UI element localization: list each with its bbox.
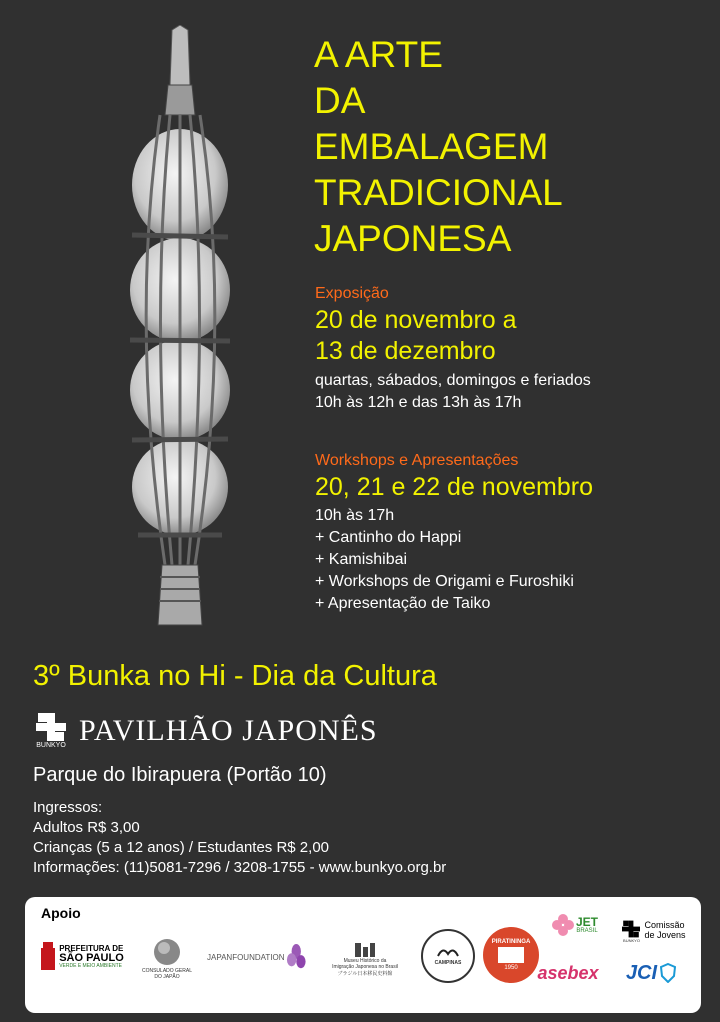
museu-line: ブラジル日本移民史料館 — [337, 970, 393, 977]
comissao-line: Comissão — [644, 920, 685, 931]
campinas-label: CAMPINAS — [434, 960, 462, 966]
exposicao-days: quartas, sábados, domingos e feriados — [315, 372, 591, 389]
title-line: EMBALAGEM — [314, 126, 549, 167]
tickets-adults: Adultos R$ 3,00 — [33, 819, 140, 836]
workshops-item: + Workshops de Origami e Furoshiki — [315, 573, 574, 590]
piratininga-emblem-icon — [498, 947, 524, 963]
japan-foundation-flower-icon — [286, 942, 307, 972]
jci-shield-icon — [660, 963, 676, 983]
workshops-label: Workshops e Apresentações — [315, 452, 519, 469]
instituto-campinas-logo — [421, 929, 475, 983]
japan-foundation-logo — [207, 937, 307, 977]
comissao-brand: BUNKYO — [623, 937, 640, 943]
exposicao-label: Exposição — [315, 285, 389, 302]
tickets-heading: Ingressos: — [33, 799, 103, 816]
exposicao-date-end: 13 de dezembro — [315, 337, 496, 365]
bunkyo-label: BUNKYO — [36, 742, 66, 749]
sao-paulo-crest-icon — [40, 942, 56, 972]
sakura-icon — [552, 914, 574, 936]
exposicao-section — [315, 285, 715, 414]
jetaa-logo — [539, 905, 611, 945]
title-line: A ARTE — [314, 34, 443, 75]
jetaa-country: BRASIL — [576, 928, 598, 934]
jci-logo — [615, 957, 687, 989]
tickets-section — [33, 798, 446, 878]
japan-foundation-label: JAPANFOUNDATION — [207, 952, 285, 962]
venue-logo — [33, 708, 378, 754]
piratininga-year: 1950 — [504, 965, 518, 971]
prefeitura-logo — [33, 937, 131, 977]
title-line: DA — [314, 80, 366, 121]
consulado-line: CONSULADO GERAL — [141, 968, 192, 974]
workshops-item: + Cantinho do Happi — [315, 529, 462, 546]
jetaa-label: JET — [575, 915, 598, 929]
museu-logo — [315, 933, 415, 985]
prefeitura-line: PREFEITURA DE — [59, 944, 124, 953]
campinas-bird-icon — [437, 946, 459, 960]
support-label: Apoio — [41, 905, 81, 921]
exposicao-date-start: 20 de novembro a — [315, 306, 517, 334]
jci-label: JCI — [625, 961, 658, 984]
museu-emblem-icon — [354, 942, 376, 958]
consulado-globe-icon — [153, 938, 181, 966]
title-line: TRADICIONAL — [314, 172, 563, 213]
workshops-section — [315, 452, 715, 615]
workshops-item: + Kamishibai — [315, 551, 408, 568]
workshops-item: 10h às 17h — [315, 507, 395, 524]
egg-wrapping-illustration — [120, 25, 240, 635]
bunkyo-logo — [33, 713, 69, 749]
prefeitura-line: SÃO PAULO — [59, 952, 124, 964]
asebex-label: asebex — [537, 962, 599, 983]
workshops-dates: 20, 21 e 22 de novembro — [315, 473, 593, 501]
tickets-info: Informações: (11)5081-7296 / 3208-1755 - www.bunkyo.org.br — [33, 859, 447, 876]
prefeitura-line: VERDE E MEIO AMBIENTE — [59, 963, 122, 969]
event-name: 3º Bunka no Hi - Dia da Cultura — [33, 660, 437, 692]
pavilhao-japones-label: PAVILHÃO JAPONÊS — [79, 714, 378, 747]
title-line: JAPONESA — [314, 218, 512, 259]
exposicao-hours: 10h às 12h e das 13h às 17h — [315, 394, 522, 411]
location: Parque do Ibirapuera (Portão 10) — [33, 764, 327, 786]
workshops-item: + Apresentação de Taiko — [315, 595, 491, 612]
support-box — [25, 897, 701, 1013]
poster-title — [314, 32, 563, 262]
bunkyo-emblem-icon — [36, 713, 66, 741]
comissao-jovens-logo — [611, 915, 697, 947]
bunkyo-emblem-icon — [622, 920, 640, 938]
consulado-logo — [137, 929, 197, 989]
consulado-line: DO JAPÃO — [154, 974, 180, 980]
museu-line: Imigração Japonesa no Brasil — [332, 963, 398, 970]
asebex-logo — [529, 959, 607, 987]
comissao-line: de Jovens — [644, 930, 686, 940]
tickets-children: Crianças (5 a 12 anos) / Estudantes R$ 2,00 — [33, 839, 330, 856]
museu-line: Museu Histórico da — [343, 957, 387, 964]
piratininga-label: PIRATININGA — [491, 939, 531, 945]
